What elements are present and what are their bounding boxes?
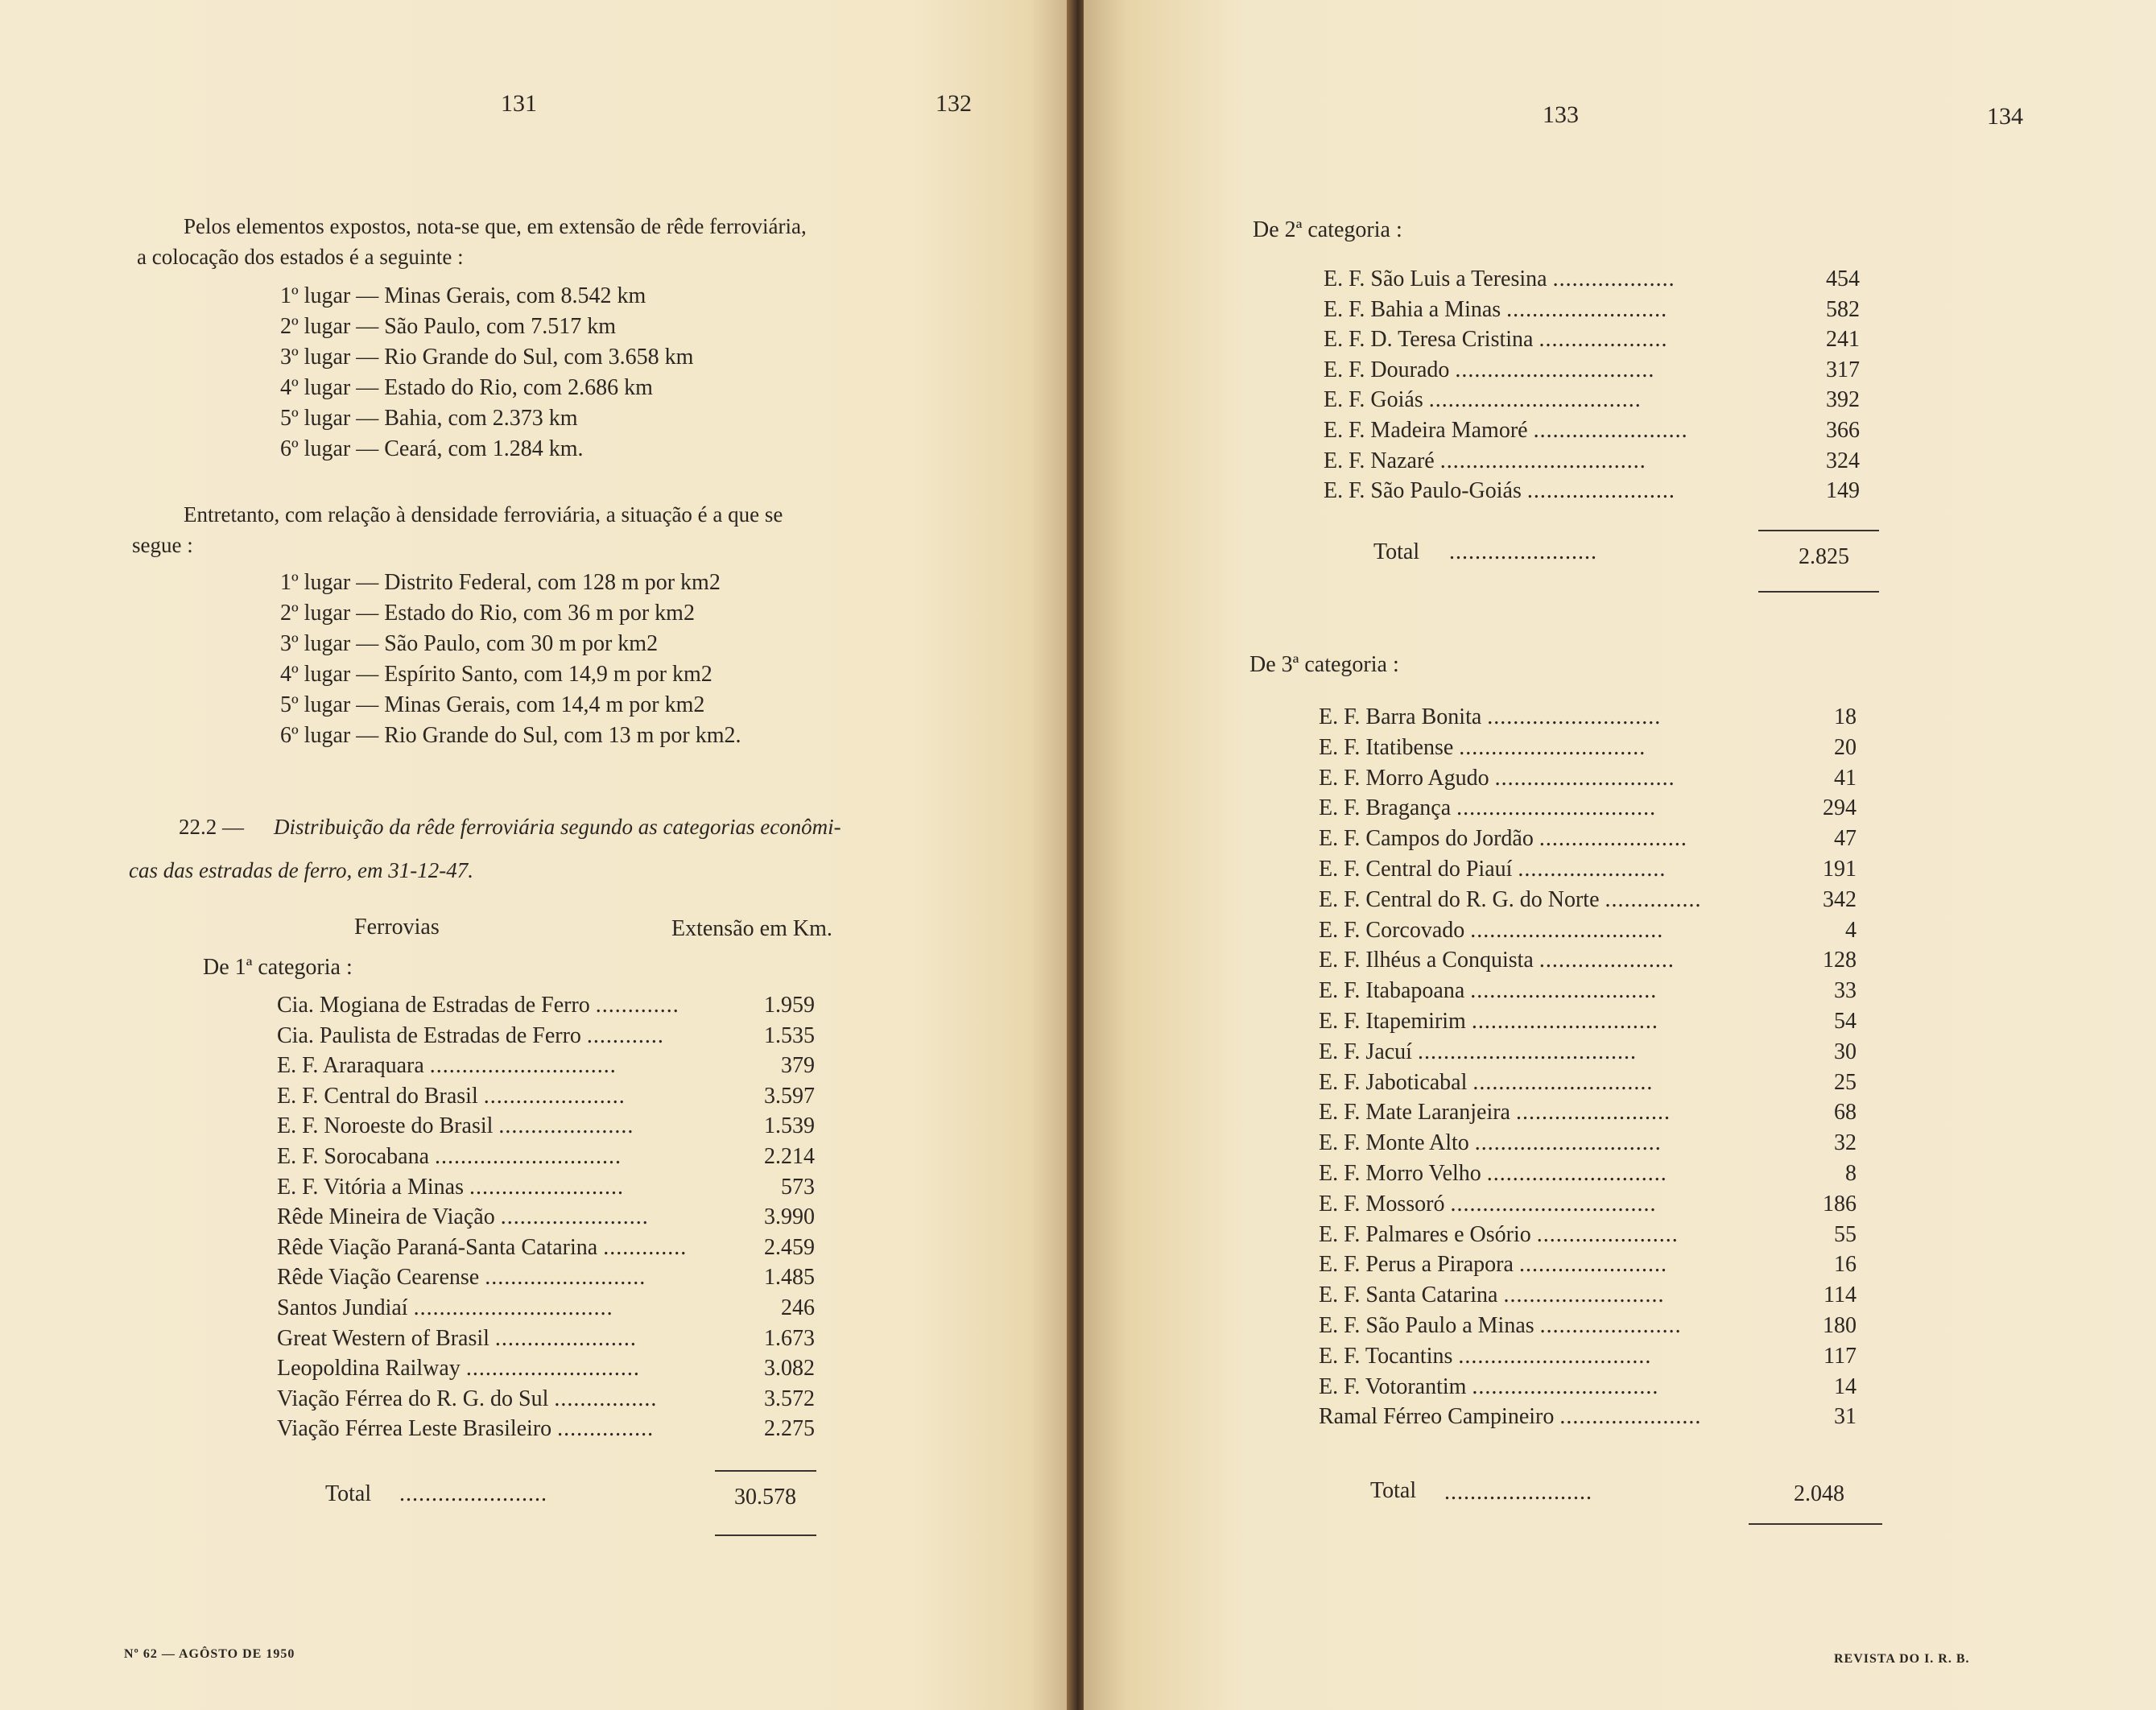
density-rank-item: 6º lugar — Rio Grande do Sul, com 13 m por km2.	[280, 723, 741, 748]
dot-leader: .............................	[1472, 1373, 1659, 1399]
category-2-total-leader: .......................	[1449, 539, 1597, 564]
dot-leader: .....................	[1539, 948, 1675, 973]
railway-name: Rêde Viação Cearense .........................	[277, 1265, 646, 1291]
extension-km-value: 294	[1823, 795, 1857, 821]
category-1-total-label: Total	[325, 1481, 372, 1506]
extension-km-value: 14	[1834, 1373, 1857, 1399]
table-row	[1319, 1159, 1885, 1189]
dot-leader: .......................	[1518, 1252, 1667, 1278]
dot-leader: ......................	[1536, 1221, 1679, 1247]
dot-leader: ............................	[1472, 1069, 1654, 1095]
railway-name: Ramal Férreo Campineiro ......................	[1319, 1404, 1702, 1430]
table-row	[1319, 1006, 1885, 1037]
railway-name: E. F. Bahia a Minas .........................	[1324, 296, 1668, 322]
dot-leader: ............	[586, 1022, 664, 1048]
table-row	[1319, 1097, 1885, 1128]
dot-leader: ...............	[1605, 886, 1702, 912]
extension-km-value: 47	[1834, 826, 1857, 852]
extension-km-value: 454	[1826, 266, 1860, 291]
railway-name: E. F. Campos do Jordão .......................	[1319, 826, 1687, 852]
railway-name: Cia. Paulista de Estradas de Ferro ............	[277, 1022, 664, 1048]
extension-km-value: 4	[1845, 917, 1857, 943]
category-3-total-value: 2.048	[1794, 1481, 1844, 1506]
extension-km-value: 33	[1834, 978, 1857, 1004]
dot-leader: ........................	[1516, 1100, 1671, 1126]
railway-name: Cia. Mogiana de Estradas de Ferro .............	[277, 993, 679, 1018]
table-row	[277, 1172, 824, 1203]
dot-leader: .............................	[1471, 1009, 1658, 1034]
extension-km-value: 3.572	[764, 1386, 815, 1411]
category-1-total-value: 30.578	[734, 1485, 796, 1510]
railway-name: E. F. Sorocabana .............................	[277, 1144, 622, 1169]
extension-km-value: 3.990	[764, 1204, 815, 1230]
table-row	[1319, 1220, 1885, 1250]
extension-km-value: 392	[1826, 387, 1860, 413]
dot-leader: ...............................	[1455, 357, 1655, 382]
railway-name: Rêde Mineira de Viação .......................	[277, 1204, 649, 1230]
extension-km-value: 180	[1823, 1313, 1857, 1338]
right-page	[1084, 0, 2156, 1710]
extension-km-value: 573	[781, 1174, 815, 1200]
dot-leader: ....................	[1539, 327, 1668, 353]
dot-leader: ...............................	[1456, 795, 1657, 821]
dot-leader: .......................	[1526, 478, 1675, 504]
table-row	[1319, 1128, 1885, 1159]
dot-leader: ................	[554, 1386, 658, 1411]
intro-paragraph-2-line-2: segue :	[132, 533, 193, 557]
railway-name: E. F. Monte Alto .............................	[1319, 1130, 1662, 1156]
railway-name: E. F. Madeira Mamoré ........................	[1324, 418, 1688, 443]
railway-name: E. F. Palmares e Osório ......................	[1319, 1221, 1679, 1247]
railway-name: E. F. Perus a Pirapora .......................	[1319, 1252, 1667, 1278]
table-row	[1319, 1311, 1885, 1341]
table-row	[1319, 976, 1885, 1006]
category-2-total-rule-top	[1758, 530, 1879, 531]
extension-km-value: 186	[1823, 1191, 1857, 1216]
extension-rank-item: 4º lugar — Estado do Rio, com 2.686 km	[280, 375, 653, 400]
table-row	[1319, 1189, 1885, 1220]
table-row	[277, 1353, 824, 1384]
railway-name: E. F. D. Teresa Cristina ....................	[1324, 327, 1668, 353]
railway-name: E. F. Central do R. G. do Norte ...............	[1319, 886, 1702, 912]
railway-name: Viação Férrea do R. G. do Sul ................	[277, 1386, 658, 1411]
table-row	[277, 1384, 824, 1415]
extension-km-value: 30	[1834, 1039, 1857, 1064]
railway-name: E. F. Dourado ...............................	[1324, 357, 1655, 382]
category-1-total-leader: .......................	[399, 1481, 547, 1506]
railway-name: Great Western of Brasil ......................	[277, 1325, 637, 1351]
dot-leader: ................................	[1439, 448, 1646, 473]
extension-km-value: 582	[1826, 296, 1860, 322]
category-3-label: De 3ª categoria :	[1249, 652, 1399, 677]
category-3-total-leader: .......................	[1444, 1480, 1592, 1505]
category-2-total-value: 2.825	[1799, 544, 1849, 569]
dot-leader: ......................	[494, 1325, 637, 1351]
table-row	[1319, 854, 1885, 885]
density-rank-item: 3º lugar — São Paulo, com 30 m por km2	[280, 631, 659, 656]
extension-km-value: 31	[1834, 1404, 1857, 1430]
table-row	[1319, 1249, 1885, 1280]
extension-km-value: 366	[1826, 418, 1860, 443]
table-row	[1319, 1402, 1885, 1432]
category-1-total-rule-bottom	[715, 1534, 816, 1536]
dot-leader: ...................	[1552, 266, 1675, 291]
extension-km-value: 241	[1826, 327, 1860, 353]
dot-leader: .............................	[429, 1053, 617, 1079]
density-rank-item: 1º lugar — Distrito Federal, com 128 m por km2	[280, 570, 721, 595]
column-header-extensao: Extensão em Km.	[671, 916, 832, 941]
extension-km-value: 25	[1834, 1069, 1857, 1095]
extension-km-value: 317	[1826, 357, 1860, 382]
table-row	[1319, 1372, 1885, 1402]
railway-name: E. F. Goiás .................................	[1324, 387, 1642, 413]
extension-km-value: 1.539	[764, 1113, 815, 1139]
dot-leader: .........................	[485, 1265, 646, 1291]
dot-leader: ...............................	[413, 1295, 613, 1320]
railway-name: E. F. Araraquara .............................	[277, 1053, 617, 1079]
category-2-total-label: Total	[1373, 539, 1420, 564]
dot-leader: ..............................	[1458, 1343, 1652, 1369]
left-page	[0, 0, 1072, 1710]
table-row	[277, 1233, 824, 1263]
table-row	[1319, 763, 1885, 794]
extension-rank-item: 6º lugar — Ceará, com 1.284 km.	[280, 436, 584, 461]
extension-km-value: 342	[1823, 886, 1857, 912]
extension-km-value: 114	[1824, 1282, 1857, 1308]
dot-leader: .............................	[435, 1144, 622, 1169]
extension-km-value: 324	[1826, 448, 1860, 473]
extension-rank-item: 3º lugar — Rio Grande do Sul, com 3.658 km	[280, 345, 694, 370]
extension-km-value: 3.082	[764, 1356, 815, 1382]
dot-leader: ............................	[1486, 1161, 1667, 1186]
extension-km-value: 41	[1834, 765, 1857, 791]
railway-name: E. F. Corcovado ..............................	[1319, 917, 1664, 943]
dot-leader: .......................	[1518, 857, 1667, 882]
extension-km-value: 2.214	[764, 1144, 815, 1169]
dot-leader: ......................	[1539, 1313, 1682, 1338]
dot-leader: ............................	[1494, 765, 1675, 791]
extension-km-value: 3.597	[764, 1083, 815, 1109]
dot-leader: .............................	[1474, 1130, 1662, 1156]
section-title-line-2: cas das estradas de ferro, em 31-12-47.	[129, 858, 473, 882]
railway-name: E. F. Central do Piauí .......................	[1319, 857, 1667, 882]
page-number-133: 133	[1543, 101, 1579, 128]
extension-rank-item: 2º lugar — São Paulo, com 7.517 km	[280, 314, 616, 339]
table-row	[1319, 793, 1885, 824]
dot-leader: .......................	[1539, 826, 1687, 852]
table-row	[277, 1021, 824, 1051]
extension-km-value: 20	[1834, 734, 1857, 760]
table-row	[1324, 446, 1887, 477]
dot-leader: ..................................	[1417, 1039, 1637, 1064]
railway-name: E. F. Noroeste do Brasil .....................	[277, 1113, 634, 1139]
table-row	[277, 1051, 824, 1081]
section-title-line-1: Distribuição da rêde ferroviária segundo as categorias econômi-	[274, 815, 841, 839]
column-header-ferrovias: Ferrovias	[354, 915, 440, 940]
extension-km-value: 18	[1834, 704, 1857, 729]
railway-name: E. F. Jacuí ..................................	[1319, 1039, 1637, 1064]
railway-name: Santos Jundiaí ...............................	[277, 1295, 613, 1320]
railway-name: E. F. São Luis a Teresina ...................	[1324, 266, 1675, 291]
density-rank-item: 5º lugar — Minas Gerais, com 14,4 m por km2	[280, 692, 705, 717]
railway-name: E. F. Morro Velho ............................	[1319, 1161, 1667, 1186]
table-row	[1319, 824, 1885, 854]
dot-leader: .........................	[1503, 1282, 1665, 1308]
railway-name: E. F. São Paulo a Minas ......................	[1319, 1313, 1682, 1338]
table-row	[277, 1142, 824, 1172]
dot-leader: .............	[595, 993, 679, 1018]
table-row	[277, 1414, 824, 1444]
railway-name: E. F. Itabapoana .............................	[1319, 978, 1658, 1004]
dot-leader: .....................	[498, 1113, 634, 1139]
railway-name: E. F. Votorantim .............................	[1319, 1373, 1659, 1399]
extension-km-value: 54	[1834, 1009, 1857, 1034]
table-row	[1319, 1068, 1885, 1098]
dot-leader: ...............	[557, 1416, 655, 1442]
table-row	[1319, 733, 1885, 763]
railway-name: E. F. Mate Laranjeira ........................	[1319, 1100, 1671, 1126]
railway-name: E. F. Jaboticabal ............................	[1319, 1069, 1654, 1095]
table-row	[1319, 945, 1885, 976]
table-row	[277, 1202, 824, 1233]
extension-km-value: 1.673	[764, 1325, 815, 1351]
category-2-label: De 2ª categoria :	[1253, 217, 1402, 242]
table-row	[1324, 264, 1887, 295]
page-number-132: 132	[936, 90, 972, 117]
table-row	[1324, 476, 1887, 506]
dot-leader: .............................	[1470, 978, 1658, 1004]
intro-paragraph-1-line-2: a colocação dos estados é a seguinte :	[137, 245, 464, 269]
category-3-total-label: Total	[1370, 1478, 1417, 1503]
table-row	[1324, 324, 1887, 355]
extension-km-value: 2.275	[764, 1416, 815, 1442]
railway-name: E. F. Itatibense .............................	[1319, 734, 1646, 760]
intro-paragraph-2-line-1: Entretanto, com relação à densidade ferroviária, a situação é a que se	[184, 502, 783, 527]
extension-km-value: 191	[1823, 857, 1857, 882]
dot-leader: ..............................	[1470, 917, 1664, 943]
page-number-134: 134	[1987, 103, 2023, 130]
extension-km-value: 1.485	[764, 1265, 815, 1291]
table-row	[1324, 385, 1887, 415]
footer-issue-date: Nº 62 — AGÔSTO DE 1950	[124, 1647, 295, 1661]
extension-km-value: 2.459	[764, 1234, 815, 1260]
railway-name: E. F. Nazaré ................................	[1324, 448, 1646, 473]
page-number-131: 131	[501, 90, 537, 117]
railway-name: E. F. Central do Brasil ......................	[277, 1083, 626, 1109]
dot-leader: ........................	[1533, 418, 1688, 443]
extension-km-value: 8	[1845, 1161, 1857, 1186]
intro-paragraph-1-line-1: Pelos elementos expostos, nota-se que, em extensão de rêde ferroviária,	[184, 214, 807, 238]
railway-name: E. F. Mossoró ................................	[1319, 1191, 1657, 1216]
extension-km-value: 32	[1834, 1130, 1857, 1156]
dot-leader: .........................	[1506, 296, 1668, 322]
railway-name: Leopoldina Railway ...........................	[277, 1356, 640, 1382]
railway-name: E. F. Tocantins ..............................	[1319, 1343, 1652, 1369]
extension-rank-item: 5º lugar — Bahia, com 2.373 km	[280, 406, 578, 431]
railway-name: E. F. Ilhéus a Conquista .....................	[1319, 948, 1675, 973]
extension-km-value: 1.959	[764, 993, 815, 1018]
extension-km-value: 55	[1834, 1221, 1857, 1247]
dot-leader: .............................	[1459, 734, 1646, 760]
railway-name: E. F. São Paulo-Goiás .......................	[1324, 478, 1675, 504]
railway-name: E. F. Barra Bonita ...........................	[1319, 704, 1662, 729]
category-1-total-rule-top	[715, 1470, 816, 1472]
extension-km-value: 149	[1826, 478, 1860, 504]
table-row	[277, 1262, 824, 1293]
extension-km-value: 16	[1834, 1252, 1857, 1278]
category-3-total-rule-bottom	[1749, 1523, 1882, 1525]
dot-leader: .................................	[1428, 387, 1642, 413]
section-number: 22.2 —	[179, 815, 244, 839]
table-row	[1319, 1280, 1885, 1311]
railway-name: E. F. Morro Agudo ............................	[1319, 765, 1675, 791]
table-row	[277, 990, 824, 1021]
table-row	[277, 1081, 824, 1112]
railway-name: Viação Férrea Leste Brasileiro ...............	[277, 1416, 655, 1442]
railway-name: E. F. Itapemirim .............................	[1319, 1009, 1658, 1034]
dot-leader: ...........................	[1487, 704, 1662, 729]
extension-km-value: 246	[781, 1295, 815, 1320]
table-row	[1319, 885, 1885, 915]
table-row	[1319, 915, 1885, 946]
table-row	[277, 1111, 824, 1142]
table-row	[277, 1293, 824, 1324]
dot-leader: ...........................	[465, 1356, 640, 1382]
category-2-total-rule-bottom	[1758, 591, 1879, 593]
table-row	[1324, 355, 1887, 386]
extension-km-value: 128	[1823, 948, 1857, 973]
density-rank-item: 4º lugar — Espírito Santo, com 14,9 m por km2	[280, 662, 712, 687]
footer-journal-name: REVISTA DO I. R. B.	[1834, 1652, 1970, 1666]
table-row	[1319, 1037, 1885, 1068]
dot-leader: .............	[603, 1234, 688, 1260]
density-rank-item: 2º lugar — Estado do Rio, com 36 m por km2	[280, 601, 695, 626]
extension-km-value: 68	[1834, 1100, 1857, 1126]
table-row	[1324, 415, 1887, 446]
dot-leader: ......................	[483, 1083, 626, 1109]
railway-name: Rêde Viação Paraná-Santa Catarina .............	[277, 1234, 688, 1260]
table-row	[277, 1324, 824, 1354]
dot-leader: ......................	[1559, 1404, 1702, 1430]
table-row	[1324, 295, 1887, 325]
extension-km-value: 379	[781, 1053, 815, 1079]
dot-leader: .......................	[500, 1204, 649, 1230]
extension-km-value: 1.535	[764, 1022, 815, 1048]
table-row	[1319, 1341, 1885, 1372]
category-1-label: De 1ª categoria :	[203, 955, 353, 980]
extension-km-value: 117	[1824, 1343, 1857, 1369]
railway-name: E. F. Vitória a Minas ........................	[277, 1174, 624, 1200]
dot-leader: ................................	[1450, 1191, 1657, 1216]
table-row	[1319, 702, 1885, 733]
railway-name: E. F. Bragança ...............................	[1319, 795, 1657, 821]
railway-name: E. F. Santa Catarina .........................	[1319, 1282, 1665, 1308]
dot-leader: ........................	[469, 1174, 624, 1200]
extension-rank-item: 1º lugar — Minas Gerais, com 8.542 km	[280, 283, 646, 308]
